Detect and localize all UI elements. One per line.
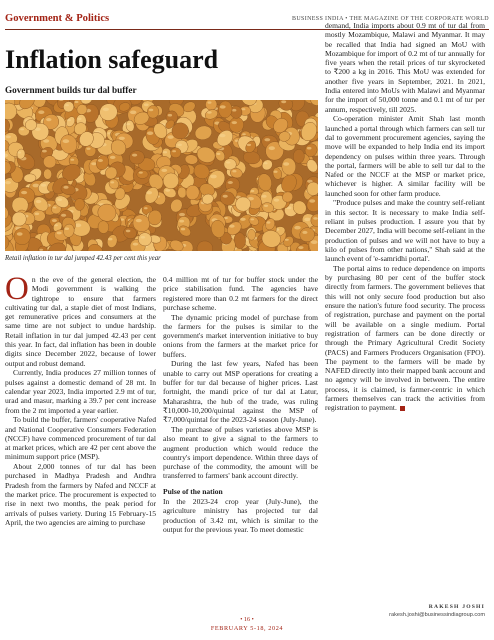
article-column-3 <box>325 21 485 413</box>
lentil-highlight <box>65 227 70 230</box>
lentil-highlight <box>6 135 11 138</box>
lentil-highlight <box>311 240 318 244</box>
lentil-highlight <box>247 144 251 146</box>
lentil-highlight <box>52 219 57 222</box>
lentil-highlight <box>266 221 270 223</box>
lentil-highlight <box>228 181 233 184</box>
lentil-highlight <box>241 108 245 110</box>
lentil-highlight <box>177 144 182 147</box>
lentil-highlight <box>43 139 49 142</box>
lentil-highlight <box>232 121 237 124</box>
lentil-highlight <box>35 213 40 216</box>
paragraph-5: 0.4 million mt of tur for buffer stock under the price stabilisation fund. The agencies have registered more than 0.2 mt farmers for the direct purchase scheme. <box>163 275 318 312</box>
lentil-highlight <box>130 111 136 115</box>
lentil-highlight <box>46 118 51 121</box>
lentil-highlight <box>179 213 185 216</box>
lentil-highlight <box>132 154 137 157</box>
paragraph-11: Co-operation minister Amit Shah last month launched a portal through which farmers can sell tur dal to government procurement agencies, saying the move will be expanded to help India end its import dependency on pulses within three years. Through the portal, farmers will be able to sell tur dal to the Nafed or the NCCF at the MSP or market price, whichever is higher. A similar facility will be launched soon for other farm produce. <box>325 114 485 198</box>
lentil-highlight <box>61 214 66 217</box>
paragraph-1: On the eve of the general election, the Modi government is walking the tightrope to ensure that farmers cultivating tur dal, a staple diet of most Indians, get remunerative prices and consumers at the same time are not subject to undue hardship. Retail inflation in tur dal jumped 42.43 per cent this year. In fact, dal inflation has been in double digits since December 2022, because of lower output and robust demand. <box>5 271 156 368</box>
lentil-highlight <box>264 138 270 141</box>
lentil-highlight <box>126 123 130 125</box>
lentil-highlight <box>232 109 236 112</box>
lentil-highlight <box>144 207 148 209</box>
paragraph-2: Currently, India produces 27 million tonnes of pulses against a domestic demand of 28 mt. In calendar year 2023, India imported 2.9 mt of tur, urad and masur, marking a 39.7 per cent increase from the 2 mt imported a year earlier. <box>5 368 156 415</box>
paragraph-9: In the 2023-24 crop year (July-June), the agriculture ministry has projected tur dal production of 3.42 mt, which is similar to the output for the previous year. To meet domestic <box>163 497 318 534</box>
lentil-highlight <box>251 218 255 220</box>
magazine-tagline: BUSINESS INDIA • THE MAGAZINE OF THE CORPORATE WORLD <box>292 16 489 22</box>
lentil-highlight <box>210 175 217 179</box>
lentil-highlight <box>5 181 11 184</box>
lentil-highlight <box>54 224 58 226</box>
lentil-highlight <box>229 225 234 228</box>
lentil-highlight <box>21 191 27 194</box>
issue-date: FEBRUARY 5-18, 2024 <box>210 625 284 632</box>
lentil-highlight <box>224 217 228 219</box>
lentil-highlight <box>86 148 90 150</box>
lentil-highlight <box>57 198 62 201</box>
article-headline: Inflation safeguard <box>5 45 219 74</box>
lentil-highlight <box>264 162 268 164</box>
lentil-highlight <box>126 230 131 233</box>
lentil-highlight <box>63 139 70 143</box>
lentil-highlight <box>223 195 228 198</box>
lentil-highlight <box>108 238 113 241</box>
drop-cap: O <box>5 271 29 307</box>
lentil-highlight <box>219 134 225 137</box>
paragraph-4: About 2,000 tonnes of tur dal has been purchased in Madhya Pradesh and Andhra Pradesh from the farmers by Nafed and NCCF at the market price. The procurement is expected to rise in next two months, the peak period for arrivals of pulses variety. During 15 February-15 April, the two agencies are aiming to purchase <box>5 462 156 527</box>
lentil-highlight <box>298 246 303 249</box>
lentil-highlight <box>75 101 79 103</box>
lentil-highlight <box>269 146 275 150</box>
lentil-grain <box>163 173 179 189</box>
lentil-highlight <box>67 119 71 121</box>
lentil-highlight <box>41 184 46 187</box>
lentil-highlight <box>181 228 185 231</box>
lentil-highlight <box>226 161 230 163</box>
page-number: • 16 • <box>240 616 254 623</box>
lentil-highlight <box>33 184 40 188</box>
paragraph-6: The dynamic pricing model of purchase from the farmers for the pulses is similar to the government's market intervention initiative to buy onions from the farmers at the market price for buffers. <box>163 312 318 359</box>
lentil-highlight <box>110 181 114 183</box>
lentil-highlight <box>273 171 277 173</box>
lentil-highlight <box>141 236 146 239</box>
lentil-highlight <box>207 111 212 114</box>
lentil-grain <box>137 170 149 179</box>
author-email[interactable]: rakesh.joshi@businessindiagroup.com <box>389 612 485 618</box>
lentil-highlight <box>147 131 153 135</box>
lentil-highlight <box>168 135 174 139</box>
lentil-highlight <box>65 104 69 106</box>
lentil-grain <box>248 229 256 240</box>
lentil-highlight <box>172 150 176 152</box>
lentil-highlight <box>103 108 109 112</box>
paragraph-13: The portal aims to reduce dependence on imports by purchasing 80 per cent of the buffer stock directly from farmers. The government believes that this will not only secure food production but also ensure the nation's future food security. The process of registration, purchase and payment on the portal will be available on a single medium. Portal registration of farmers can be done directly or through the Primary Agricultural Credit Society (PACS) and Farmers Producers Organisation (FPO). The payment to the farmers will be made by NAFED directly into their mapped bank account and no agency will be involved in between. The entire process, it is claimed, is farmer-centric in which farmers themselves can track the activities from registration to payment. <box>325 263 485 413</box>
lentil-highlight <box>110 156 116 159</box>
subhead: Pulse of the nation <box>163 486 223 496</box>
lentil-highlight <box>119 137 125 140</box>
lentil-highlight <box>283 162 289 165</box>
lentil-highlight <box>63 186 68 189</box>
lentil-highlight <box>39 249 43 251</box>
lentil-highlight <box>36 200 42 203</box>
lentil-highlight <box>294 226 300 230</box>
lentil-highlight <box>281 100 286 103</box>
end-mark-icon <box>400 406 405 411</box>
paragraph-12: "Produce pulses and make the country self-reliant in this sector. It is necessary to make India self-reliant in pulses production. I assure you that by December 2027, India will become self-reliant in the production of pulses and we will not have to buy a kilo of pulses from other nations," Shah said at the launch event of 'e-samridhi portal'. <box>325 198 485 264</box>
lentil-grain <box>74 198 84 210</box>
article-column-2 <box>163 275 318 535</box>
lentil-highlight <box>146 191 152 194</box>
lentil-highlight <box>38 110 44 114</box>
lentil-highlight <box>168 114 172 117</box>
lentil-highlight <box>144 103 149 106</box>
lentil-highlight <box>42 150 47 153</box>
paragraph-3: To build the buffer, farmers' cooperative Nafed and National Cooperative Consumers Federation (NCCF) have commenced procurement of tur dal at market prices, which are 42 per cent above the minimum support price (MSP). <box>5 415 156 462</box>
lentil-highlight <box>262 195 267 198</box>
lentil-highlight <box>179 220 184 223</box>
lentil-highlight <box>165 189 170 192</box>
lentil-highlight <box>313 217 318 220</box>
author-byline: RAKESH JOSHI <box>428 604 485 610</box>
article-column-1 <box>5 271 156 528</box>
lentil-highlight <box>302 231 307 234</box>
lentil-highlight <box>220 105 226 108</box>
lentil-highlight <box>136 219 142 222</box>
lentil-highlight <box>139 172 143 174</box>
lentil-highlight <box>77 118 81 121</box>
lentil-highlight <box>98 159 103 162</box>
lentil-highlight <box>91 162 96 165</box>
lentil-highlight <box>304 218 310 222</box>
lentil-highlight <box>307 147 312 150</box>
lentil-highlight <box>161 169 167 172</box>
paragraph-7: During the last few years, Nafed has been unable to carry out MSP operations for creating a buffer for tur dal because of higher prices. Last fortnight, the mandi price of tur dal at Latur, Maharashtra, the hub of the trade, was ruling ₹10,000-10,200/quintal against the MSP of ₹7,000/quintal for the 2023-24 season (July-June). <box>163 359 318 425</box>
article-deck: Government builds tur dal buffer <box>5 85 137 95</box>
section-label: Government & Politics <box>5 13 110 24</box>
lentil-highlight <box>163 151 167 153</box>
lentil-highlight <box>53 207 57 209</box>
lentil-highlight <box>208 101 212 103</box>
lentil-highlight <box>70 159 74 161</box>
lentil-highlight <box>17 232 23 235</box>
lentil-highlight <box>274 199 279 202</box>
lentil-highlight <box>264 205 268 207</box>
lentil-highlight <box>242 133 246 135</box>
lentil-highlight <box>133 243 138 246</box>
lentil-highlight <box>285 239 289 241</box>
lentil-highlight <box>240 218 246 221</box>
lentil-highlight <box>216 153 220 155</box>
lentil-highlight <box>251 190 255 192</box>
lentil-highlight <box>18 152 22 154</box>
photo-caption: Retail inflation in tur dal jumped 42.43 per cent this year <box>5 255 161 262</box>
lentil-highlight <box>149 109 153 112</box>
tur-dal-photo <box>5 100 318 251</box>
lentil-highlight <box>232 170 236 172</box>
paragraph-8: The purchase of pulses varieties above MSP is also meant to give a signal to the farmers to augment production which would reduce the country's import dependence. Within three days of purchase of the commodity, the amount will be transferred to farmers' bank account directly. <box>163 424 318 481</box>
lentil-highlight <box>309 199 315 202</box>
lentil-highlight <box>57 232 62 235</box>
paragraph-10: demand, India imports about 0.9 mt of tur dal from mostly Mozambique, Malawi and Myanmar. It may be recalled that India had signed an MoU with Mozambique for import of 0.2 mt of tur annually for five years when the retail prices of tur skyrocketed to ₹200 a kg in 2016. This MoU was extended for another five years in September, 2021. In 2021, India entered into MoUs with Malawi and Myanmar for the import of 50,000 tonne and 0.1 mt of tur per annum, respectively, till 2025. <box>325 21 485 114</box>
lentil-highlight <box>20 128 24 130</box>
